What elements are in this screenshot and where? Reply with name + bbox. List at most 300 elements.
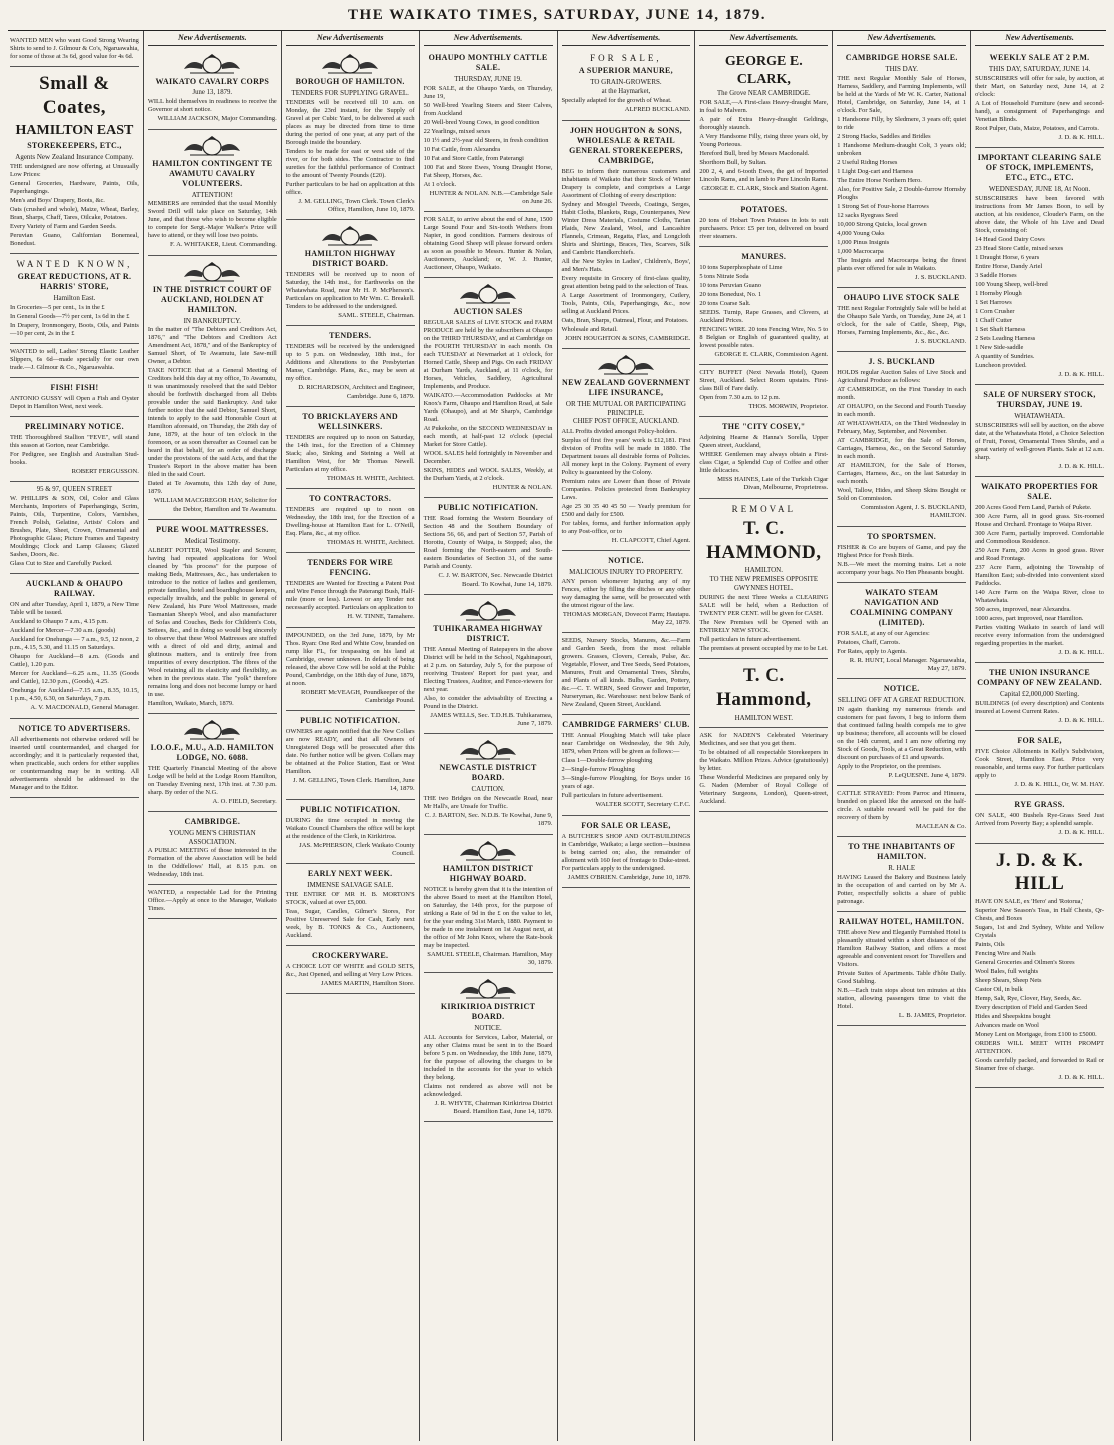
ad-body-text: AT CAMBRIDGE, on the First Tuesday in each month. [837, 386, 967, 402]
ad-body-text: Glass Cut to Size and Carefully Packed. [10, 560, 113, 568]
ad-body-text: 200 Acres Good Fern Land, Parish of Pukete. [975, 503, 1092, 511]
ad-body-text: IMPOUNDED, on the 3rd June, 1879, by Mr Thos. Ryan: One Red and White Cow, branded on rump like FL, for trespassing on his land at Cambridge, owner unknown. In default of being released, the above Cow will be sold at the Public Pound, Cambridge, on the 18th day of June, 1879, at noon. [285, 631, 415, 687]
ad-body-text: 1 Hornsby Plough [975, 289, 1022, 297]
ad-body-text: Claims not rendered as above will not be acknowledged. [423, 1082, 553, 1098]
ad-subtitle: THIS DAY, SATURDAY, JUNE 14. [988, 65, 1091, 73]
ad-body-text: HAVE ON SALE, ex 'Hero' and 'Rotorua,' [975, 898, 1084, 906]
advertisement [975, 731, 1104, 795]
ad-body-text: 2 Sets Leading Harness [975, 334, 1036, 342]
column-heading: New Advertisements [286, 33, 415, 46]
advertisement [424, 835, 553, 973]
ad-title: CROCKERYWARE. [312, 950, 389, 960]
ad-body-text: Money Lent on Mortgage, from £100 to £5000. [975, 1031, 1097, 1039]
ad-body-text: Also, for Positive Sale, 2 Double-furrow Hornsby Ploughs [837, 185, 967, 201]
ad-title: PUBLIC NOTIFICATION. [438, 503, 539, 513]
ad-body-text: Potatoes, Chaff, Carrots. [837, 638, 901, 646]
ad-signature: ROBERT FERGUSSON. [71, 467, 139, 475]
ad-body-text: All advertisements not otherwise ordered will be inserted until countermanded, and charged for accordingly; and it is particularly requested that, when practicable, such orders for either supplies or countermanding may be in writing. All advertisements should be addressed to the Manager and to the Editor. [10, 735, 139, 791]
ad-body-text: Castor Oil, in bulk [975, 986, 1023, 994]
ad-title: THE UNION INSURANCE COMPANY OF NEW ZEALAND. [977, 668, 1102, 688]
advertisement [975, 385, 1104, 477]
ad-body-text: Peruvian Guano, Californian Bonemeal, Bonedust. [10, 231, 139, 247]
ad-body-text: 100 Young Sheep, well-bred [975, 280, 1048, 288]
advertisement [10, 254, 139, 344]
advertisement [562, 48, 691, 121]
ad-subtitle: THURSDAY, JUNE 19. [454, 75, 522, 83]
ad-subtitle: Capital £2,000,000 Sterling. [999, 690, 1080, 699]
ad-body-text: TENDERS will be received by the undersigned up to 5 p.m. on Wednesday, 18th inst., for Additions and Alterations to the Presbyterian Manse, Cambridge. Plans, &c., may be seen at my office. [285, 343, 415, 383]
advertisement [562, 633, 691, 715]
ad-body-text: TENDERS are Wanted for Erecting a Patent Post and Wire Fence through the Paterangi Bush, Half-mile (more or less). Lowest or any Tender not necessarily accepted. Particulars on application to [285, 580, 415, 612]
ad-title: HAMILTON DISTRICT HIGHWAY BOARD. [442, 863, 534, 883]
advertisement [837, 679, 966, 786]
advertisement [148, 130, 277, 256]
ad-body-text: FOR SALE,—A First-class Heavy-draught Mare, in foal to Malvern. [699, 99, 829, 115]
ad-body-text: 1 Chaff Cutter [975, 316, 1012, 324]
ad-body-text: Entire Horse, Dandy Ariel [975, 262, 1043, 270]
ad-body-text: SEEDS, Nursery Stocks, Manures, &c.—Farm and Garden Seeds, from the most reliable growers. Grasses, Clovers, Cereals, Pulse, &c. Vegetable, Flower, and Tree Seeds, Seed Potatoes, Manures, Fruit and Ornamental Trees, Shrubs, and Plants of all kinds. Bulbs, Garden, Pottery, &c.—C. T. WERN, Seed Grower and Importer, Nurseryman, &c. Warehouse: next below Bank of New Zealand, Queen Street, Auckland. [561, 637, 691, 709]
advertisement [148, 885, 277, 919]
ad-subtitle: SELLING OFF AT A GREAT REDUCTION. [837, 696, 966, 705]
ad-title: PUBLIC NOTIFICATION. [300, 716, 401, 726]
ad-body-text: ANTONIO GUSSY will Open a Fish and Oyster Depot in Hamilton West, next week. [10, 394, 139, 410]
ad-subtitle: IN BANKRUPTCY. [183, 316, 242, 325]
advertisement [837, 48, 966, 288]
ad-title: HAMILTON CONTINGENT TE AWAMUTU CAVALRY VOLUNTEERS. [152, 158, 273, 188]
ad-body-text: Tenders to be made for east or west side of the river, or for both sides. The Contractor to find sureties for the faithful performance of Contract to the amount of Twenty Pounds (£20). [285, 147, 415, 179]
ad-body-text: THE next Regular Fortnightly Sale will be held at the Ohaupo Sale Yards, on Tuesday, June 24, at 1 o'clock, for the sale of Cattle, Sheep, Pigs, Horses, Farming Implements, &c., &c., &c. [837, 304, 967, 336]
advertisement [699, 659, 828, 728]
ad-signature: THOS. MORWIN, Proprietor. [748, 402, 829, 410]
ad-body-text: Paints, Oils [975, 941, 1005, 949]
royal-crest-icon [456, 739, 520, 761]
ad-body-text: 20 tons of Hobart Town Potatoes in lots to suit purchasers. Price: £5 per ton, delivered on board river steamers. [699, 216, 829, 240]
advertisement [975, 844, 1104, 1089]
ad-body-text: 140 Acre Farm on the Waipa River, close to Whatawhata. [975, 588, 1104, 604]
ad-signature: JAMES MARTIN, Hamilton Store. [321, 979, 415, 987]
ad-body-text: Hereford Bull, bred by Messrs Macdonald. [699, 150, 810, 158]
advertisement [699, 728, 828, 812]
ad-body-text: 1 New Side-saddle [975, 343, 1024, 351]
ad-body-text: 2 Useful Riding Horses [837, 158, 898, 166]
ad-body-text: HAVING Leased the Bakery and Business lately in the occupation of and carried on by Mr A. Potter, respectfully solicits a share of public patronage. [837, 874, 967, 906]
advertisement [699, 247, 828, 365]
ad-subtitle: NOTICE. [474, 1024, 502, 1033]
ad-title: J. S. BUCKLAND [868, 357, 935, 367]
advertisement [286, 628, 415, 711]
ad-body-text: 1 Corn Crusher [975, 307, 1015, 315]
ad-title: CAMBRIDGE FARMERS' CLUB. [562, 720, 690, 730]
ad-signature: SAML. STEELE, Chairman. [338, 312, 415, 320]
ad-body-text: TENDERS are required up to noon on Saturday, the 14th inst., for the Erection of a Chimney Stack; also, Sinking and Steining a Well at Hamilton West, for Mr Thomas Newell. Particulars at my office. [285, 433, 415, 473]
ad-body-text: Wholesale and Retail. [561, 325, 618, 333]
ad-body-text: FOR SALE, at the Ohaupo Yards, on Thursday, June 19, [423, 84, 553, 100]
ad-body-text: BEG to inform their numerous customers and inhabitants of Waikato that their Stock of Winter Drapery is complete, and comprises a Large Assortment of Clothing of every description: [561, 167, 691, 199]
ad-signature: C. J. BARTON, Sec. N.D.B. Te Kowhai, June 9, 1879. [424, 812, 553, 828]
ad-body-text: Men's and Boys' Drapery, Boots, &c. [10, 196, 105, 204]
ad-body-text: TENDERS are required up to noon on Wednesday, the 18th inst, for the Erection of a Dwelling-house at Hamilton East for L. O'Neill, Esq. Plans, &c., at my office. [285, 506, 415, 538]
ad-signature: J. D. & K. HILL. [1058, 716, 1104, 724]
advertisement [837, 352, 966, 526]
ad-body-text: THE Thoroughbred Stallion "FEVE", will stand this season at Gorton, near Cambridge. [10, 433, 139, 449]
ad-body-text: THE above New and Elegantly Furnished Hotel is pleasantly situated within a short distance of the Hamilton Railway Station, and offers a most agreeable and convenient resort for Travellers and Visitors. [837, 929, 967, 969]
advertisement [975, 48, 1104, 148]
ad-subtitle: TO GRAIN-GROWERS. [590, 78, 662, 87]
ad-body-text: W. PHILLIPS & SON, Oil, Color and Glass Merchants, Importers of Paperhangings, Scrim, Paints, Oils, Turpentine, Colors, Varnishes, French Polish, Gelatine, Artists' Colors and Brushes, Plate, Sheet, Crown, Ornamental and Photographic Glass; Picture Frames and Tapestry Mouldings; Clock and Lamp Glasses; Glazed Sashes, Doors, &c. [10, 495, 139, 559]
column-heading: New Advertisements. [975, 33, 1104, 46]
ad-title: GREAT REDUCTIONS, AT R. HARRIS' STORE, [17, 272, 132, 291]
ad-body-text: WANTED to sell, Ladies' Strong Elastic Leather Slippers, 6s 6d—made specially for our own trade.—J. Gilmour & Co., Ngaruawahia. [10, 347, 139, 371]
ad-body-text: Ohaupo for Auckland—8 a.m. (Goods and Cattle), 1.20 p.m. [10, 653, 139, 669]
ad-body-text: General Groceries, Hardware, Paints, Oils, Paperhangings. [10, 179, 139, 195]
royal-crest-icon [456, 600, 520, 622]
ad-body-text: Advances made on Wool [975, 1022, 1039, 1030]
ad-body-text: ALL Accounts for Services, Labor, Material, or any other Claims must be sent in to the Board before 5 p.m. on Wednesday, the 18th June, 1879, for the purpose of allowing the charges to be included in the accounts for the year to which they belong. [423, 1033, 553, 1081]
advertisement [699, 200, 828, 247]
ad-body-text: In General Goods—7½ per cent, 1s 6d in the £ [10, 312, 130, 320]
ad-signature: HUNTER & NOLAN. [492, 484, 553, 492]
ad-body-text: At Pukekohe, on the SECOND WEDNESDAY in each month, at half-past 12 o'clock (special Market for Store Cattle). [423, 425, 553, 449]
ad-signature: WILLIAM JACKSON, Major Commanding. [157, 115, 277, 123]
advertisement [286, 553, 415, 627]
ad-body-text: 1,000 Pinus Insignis [837, 238, 890, 246]
ad-body-text: 1 Light Dog-cart and Harness [837, 167, 914, 175]
advertisement [424, 595, 553, 734]
ad-body-text: Also, to consider the advisability of Erecting a Pound in the District. [423, 694, 553, 710]
ad-body-text: 1,000 Macrocarpa [837, 247, 884, 255]
ad-signature: P. LeQUESNE. June 4, 1879. [888, 771, 967, 779]
ad-body-text: CITY BUFFET (Next Nevada Hotel), Queen Street, Auckland. Select Room upstairs. First-class Bill of Fare daily. [699, 368, 829, 392]
ad-signature: ALFRED BUCKLAND. [624, 106, 691, 114]
ad-title: IMPORTANT CLEARING SALE OF STOCK, IMPLEMENTS, ETC., ETC., ETC. [977, 152, 1102, 182]
ad-body-text: SKINS, HIDES and WOOL SALES, Weekly, at the Durham Yards, at 2 o'clock. [423, 467, 553, 483]
ad-title: PRELIMINARY NOTICE. [24, 421, 124, 431]
ad-body-text: 3 Saddle Horses [975, 271, 1017, 279]
ad-signature: D. RICHARDSON, Architect and Engineer, Cambridge. June 6, 1879. [298, 384, 415, 400]
ad-body-text: 3—Single-furrow Ploughing, for Boys under 16 years of age. [561, 775, 691, 791]
ad-body-text: THE undersigned are now offering, at Unusually Low Prices: [10, 162, 139, 178]
advertisement [699, 417, 828, 498]
ad-signature: WILLIAM MACGREGOR HAY, Solicitor for the Debtor, Hamilton and Te Awamutu. [153, 497, 277, 513]
ad-body-text: Fencing Wire and Nails [975, 950, 1036, 958]
ad-body-text: 50 Well-bred Yearling Steers and Steer Calves, from Auckland [423, 101, 553, 117]
ad-body-text: HOLDS regular Auction Sales of Live Stock and Agricultural Produce as follows: [837, 369, 967, 385]
ad-signature: J. D. & K. HILL. [1058, 133, 1104, 141]
ad-body-text: Sydney and Mosgiel Tweeds, Coatings, Serges, Habit Cloths, Blankets, Rugs, Counterpanes, New Winter Dress Materials, Costume Cloths, Tartan Plaids, New Zealand, Wool, and Lancashire Flannels, Crimean, Regatta, Flax, and Longcloth Shirts and Shirtings, Braces, Ties, Scarves, Silk and Cambric Handkerchiefs. [561, 200, 691, 256]
ad-small-line: TO THE NEW PREMISES OPPOSITE GWYNNES HOTEL. [709, 576, 818, 592]
ad-body-text: AT HAMILTON, for the Sale of Horses, Carriages, Harness, &c., on the last Saturday in each month. [837, 462, 967, 486]
ad-body-text: In the matter of "The Debtors and Creditors Act, 1876," and "The Debtors and Creditors Act Amendment Act, 1878," and of the Bankruptcy of Samuel Short, of Te Awamutu, late Saw-mill Owner, a Debtor. [147, 326, 277, 366]
royal-crest-icon [318, 53, 382, 75]
ad-body-text: Class 1—Double-furrow ploughing [561, 757, 653, 765]
ad-subtitle: YOUNG MEN'S CHRISTIAN ASSOCIATION. [168, 828, 256, 846]
newspaper-column [558, 31, 696, 1441]
ad-title: OHAUPO LIVE STOCK SALE [843, 292, 960, 302]
ad-body-text: Private Suites of Apartments. Table d'hôte Daily. Good Stabling. [837, 970, 967, 986]
advertisement [286, 946, 415, 994]
ad-body-text: WILL hold themselves in readiness to receive the Governor at short notice. [147, 98, 277, 114]
advertisement [975, 795, 1104, 843]
ad-subtitle: Hamilton East. [53, 294, 96, 302]
ad-title: FOR SALE, [1017, 736, 1062, 746]
ad-body-text: 1 Draught Horse, 6 years [975, 253, 1040, 261]
ad-body-text: Goods carefully packed, and forwarded to Rail or Steamer free of charge. [975, 1057, 1104, 1073]
ad-body-text: Specially adapted for the growth of Wheat. [561, 97, 672, 105]
advertisement [286, 489, 415, 553]
ad-title: TUHIKARAMEA HIGHWAY DISTRICT. [433, 623, 543, 643]
ad-signature: J. D. & K. HILL, Or, W. M. HAY. [1014, 781, 1104, 789]
advertisement [286, 220, 415, 326]
advertisement [562, 349, 691, 551]
advertisement [286, 711, 415, 799]
advertisement [148, 714, 277, 812]
ad-signature: J. M. GELLING, Town Clerk. Hamilton, June 14, 1879. [293, 777, 415, 793]
ad-body-text: THE ENTIRE OF MR H. B. MORTON'S STOCK, valued at over £5,000. [285, 890, 415, 906]
ad-title: AUCKLAND & OHAUPO RAILWAY. [25, 579, 123, 599]
ad-large-heading: HAMILTON EAST [15, 122, 134, 138]
ad-body-text: All the New Styles in Ladies', Children's, Boys', and Men's Hats. [561, 257, 691, 273]
ad-body-text: 20 tons Bonedust, No. 1 [699, 290, 762, 298]
ad-title: NEW ZEALAND GOVERNMENT LIFE INSURANCE, [562, 377, 690, 397]
ad-title: NOTICE. [883, 684, 920, 694]
ad-body-text: THE Quarterly Financial Meeting of the above Lodge will be held at the Lodge Room Hamilton, on Tuesday Evening next, 17th inst. at 7.30 p.m. sharp. By order of the N.G. [147, 764, 277, 796]
ad-body-text: N.B.—Each train stops about ten minutes at this station, allowing passengers time to visit the Hotel. [837, 987, 967, 1011]
advertisement [10, 67, 139, 254]
ad-body-text: FOR SALE, to arrive about the end of June, 1500 Large Sound Four and Six-tooth Wethers from Napier, in good condition. Farmers desirous of obtaining Good Sheep will please forward orders as soon as possible to Messrs. Hunter & Nolan, Auctioneers, Auckland; or, W. J. Hunter, Auctioneer, Ohaupo, Waikato. [423, 216, 553, 272]
ad-body-text: THE next Regular Monthly Sale of Horses, Harness, Saddlery, and Farming Implements, will be held at the Yards of Mr W. K. Carter, National Hotel, Cambridge, on Saturday, June 14, at 1 o'clock. For Sale, [837, 74, 967, 114]
ad-title: A SUPERIOR MANURE, [578, 66, 673, 76]
ad-body-text: AT OHAUPO, on the Second and Fourth Tuesday in each month. [837, 403, 967, 419]
ad-body-text: Full particulars in future advertisement. [561, 792, 663, 800]
ad-signature: JAMES O'BRIEN. Cambridge, June 10, 1879. [567, 873, 691, 881]
advertisement [837, 912, 966, 1026]
ad-body-text: IN again thanking my numerous friends and customers for past favors, I beg to inform them that continued failing health compels me to give up business; therefore, all accounts will be closed on the 14th current, and I am now offering my Stock of Goods, Tools, at a Great Reduction, with discount on purchases of £1 and upwards. [837, 705, 967, 761]
advertisement [424, 212, 553, 278]
ad-signature: THOMAS H. WHITE, Architect. [326, 539, 415, 547]
ad-body-text: Oats, Bran, Sharps, Oatmeal, Flour, and Potatoes. [561, 316, 689, 324]
ad-body-text: OWNERS are again notified that the New Collars are now READY, and that all Owners of Unregistered Dogs will be prosecuted after this date. No further notice will be given. Collars may be obtained at the Police Station, East or West Hamilton. [285, 728, 415, 776]
ad-title: IN THE DISTRICT COURT OF AUCKLAND, HOLDEN AT HAMILTON. [152, 284, 272, 314]
ad-body-text: ON and after Tuesday, April 1, 1879, a New Time Table will be issued. [10, 601, 139, 617]
ad-signature: JOHN HOUGHTON & SONS, CAMBRIDGE. [564, 334, 691, 342]
ad-spaced-heading: FOR SALE, [590, 53, 662, 63]
ad-body-text: TAKE NOTICE that at a General Meeting of Creditors held this day at my office, To Awamutu, it was unanimously resolved that the said Debtor should be forthwith discharged from all Debts provable under the said Bankruptcy. And take further notice that the said Debtor, Samuel Short, intends to apply to the said Honorable Court at Hamilton aforesaid, on Thursday, the 26th day of June, 1879, at the hour of ten o'clock in the forenoon, or as soon thereafter as Counsel can be heard in that behalf, for an order of discharge under the provisions of the said Acts, and that the Trustee's Report in the above matter has been filed in the said Court. [147, 367, 277, 479]
advertisement [10, 417, 139, 482]
ad-title: NEWCASTLE DISTRICT BOARD. [439, 763, 537, 783]
ad-signature: J. D. & K. HILL. [1058, 1074, 1104, 1082]
newspaper-column [420, 31, 558, 1441]
ad-signature: Commission Agent, J. S. BUCKLAND, HAMILTON. [860, 504, 967, 520]
royal-crest-icon [594, 354, 658, 376]
ad-signature: WALTER SCOTT, Secretary C.F.C. [595, 801, 691, 809]
ad-signature: JAMES WELLS, Sec. T.D.H.B. Tuhikaramea, June 7, 1879. [430, 711, 553, 728]
ad-signature: A. O. FIELD, Secretary. [212, 797, 277, 805]
advertisement [699, 499, 828, 659]
ad-title: KIRIKIRIOA DISTRICT BOARD. [440, 1002, 536, 1022]
advertisement [148, 256, 277, 520]
advertisement [837, 786, 966, 837]
ad-body-text: 1 Strong Set of Four-horse Harrows [837, 202, 929, 210]
ad-body-text: 500 acres, improved, near Alexandra. [975, 605, 1071, 613]
ad-body-text: FOR SALE, at any of our Agencies: [837, 629, 930, 637]
ad-body-text: The premises at present occupied by me to be Let. [699, 645, 828, 653]
advertisement [562, 715, 691, 815]
ad-body-text: Further particulars to be had on application at this office. [285, 180, 415, 196]
ad-subtitle: TENDERS FOR SUPPLYING GRAVEL. [291, 89, 409, 97]
ad-subtitle: Medical Testimony. [184, 536, 240, 545]
ad-body-text: THE Road forming the Western Boundary of Section 48 and the Southern Boundary of Sections 56, 66, and part of Section 57, Parish of Horotiu, County of Waipa, is Stopped; also, the Road forming the North-eastern and South-eastern Boundaries of Section 31, of the same Parish and County. [423, 515, 553, 571]
advertisement [562, 121, 691, 349]
ad-body-text: 1 Set Harrows [975, 298, 1012, 306]
ad-body-text: A BUTCHER'S SHOP AND OUT-BUILDINGS in Cambridge, Waikato; a large section—business is being carried on; also, the remainder of allotment with 160 feet of frontage to Duke-street. For particulars apply to the undersigned. [561, 832, 691, 872]
ad-body-text: A Large Assortment of Ironmongery, Cutlery, Tools, Paints, Oils, Paperhangings, &c., now selling at Auckland Prices. [561, 291, 691, 315]
newspaper-column [833, 31, 971, 1441]
ad-body-text: 10 tons Peruvian Guano [699, 281, 761, 289]
ad-body-text: A CHOICE LOT OF WHITE and GOLD SETS, &c., Just Opened, and selling at Very Low Prices. [285, 962, 415, 978]
advertisement [837, 288, 966, 352]
ad-body-text: Sugars, 1st and 2nd Sydney, White and Yellow Crystals [975, 924, 1104, 940]
ad-body-text: 10 tons Superphosphate of Lime [699, 263, 783, 271]
ad-title: WEEKLY SALE AT 2 P.M. [989, 53, 1090, 62]
ad-small-line: 95 & 97, QUEEN STREET [36, 485, 113, 493]
ad-body-text: 14 Head Good Dairy Cows [975, 235, 1045, 243]
ad-display-name: T. C. Hammond, [716, 665, 812, 710]
ad-small-line: June 13, 1879. [192, 89, 233, 96]
ad-body-text: 22 Yearlings, mixed sexes [423, 127, 491, 135]
ad-body-text: N.B.—We meet the morning trains. Let a note accompany your bags. No Hen Pheasants bought. [837, 560, 967, 576]
ad-signature: J. D. & K. HILL. [1058, 462, 1104, 470]
ad-body-text: THE two Bridges on the Newcastle Road, near Mr Hall's, are Unsafe for Traffic. [423, 795, 553, 811]
ad-signature: GEORGE E. CLARK, Stock and Station Agent. [701, 185, 829, 193]
ad-body-text: The Entire Horse Northern Hero. [837, 176, 922, 184]
ad-body-text: WANTED, a respectable Lad for the Printing Office.—Apply at once to the Manager, Waikato Times. [147, 889, 277, 913]
ad-body-text: These Wonderful Medicines are prepared only by G. Naden (Member of Royal College of Veterinary Surgeons, London), Queen-street, Auckland. [699, 774, 829, 806]
ad-title: TO SPORTSMEN. [867, 531, 937, 541]
ad-small-line: at the Haymarket, [601, 88, 651, 95]
ad-body-text: 300 Acre Farm, partially improved. Comfortable and Commodious Residence. [975, 529, 1104, 545]
advertisement [148, 48, 277, 130]
ad-signature: R. R. HUNT, Local Manager. Ngaruawahia, May 27, 1879. [849, 656, 967, 672]
ad-title: PUBLIC NOTIFICATION. [300, 804, 401, 814]
ad-title: FISH! FISH! [50, 382, 99, 392]
ad-body-text: 100 Fat and Store Ewes, Young Draught Horse, Fat Sheep, Horses, &c. [423, 163, 553, 179]
advertisement [975, 477, 1104, 663]
advertisement [286, 864, 415, 946]
ad-title: WAIKATO STEAM NAVIGATION AND COALMINING COMPANY (LIMITED). [850, 587, 954, 627]
ad-small-line: The Grove NEAR CAMBRIDGE. [716, 90, 811, 97]
ad-body-text: Hides and Sheepskins bought [975, 1013, 1051, 1021]
royal-crest-icon [318, 225, 382, 247]
advertisement [837, 837, 966, 912]
advertisement [10, 719, 139, 798]
ad-body-text: FISHER & Co are buyers of Game, and pay the Highest Price for Fresh Birds. [837, 543, 967, 559]
newspaper-column [144, 31, 282, 1441]
ad-body-text: Every Variety of Farm and Garden Seeds. [10, 222, 117, 230]
ad-body-text: AT CAMBRIDGE, for the Sale of Horses, Carriages, Harness, &c., on the Second Saturday in each month. [837, 437, 967, 461]
ad-body-text: 10 1½ and 2½-year old Steers, in fresh condition [423, 136, 549, 144]
advertisement [286, 800, 415, 864]
ad-body-text: Root Pulper, Oats, Maize, Potatoes, and Carrots. [975, 124, 1099, 132]
ad-body-text: Adjoining Hearne & Hanna's Sorella, Upper Queen street, Auckland, [699, 434, 829, 450]
advertisement [975, 148, 1104, 385]
ad-body-text: Teas, Sugar, Candles, Gilmer's Stores, For Positive Unreserved Sale for Cash, Early next week, by B. TONKS & Co., Auctioneers, Auckland. [285, 907, 415, 939]
advertisement [837, 583, 966, 679]
ad-body-text: 10 Fat and Store Cattle, from Paterangi [423, 154, 524, 162]
advertisement [148, 812, 277, 886]
ad-body-text: Parties visiting Waikato in search of land will receive every information from the undersigned regarding properties in the market. [975, 623, 1104, 647]
column-heading: New Advertisements. [148, 33, 277, 46]
ad-body-text: ASK for NADEN'S Celebrated Veterinary Medicines, and see that you get them. [699, 732, 829, 748]
ad-subtitle: HAMILTON. [744, 566, 783, 575]
ad-body-text: 237 Acre Farm, adjoining the Township of Hamilton East; sub-divided into convenient sized Paddocks. [975, 563, 1104, 587]
ad-body-text: To be obtained of all respectable Storekeepers in the Waikato. Million Prizes. Advice (gratuitously) by letter. [699, 749, 829, 773]
royal-crest-icon [456, 283, 520, 305]
ad-title: EARLY NEXT WEEK. [307, 869, 393, 879]
ad-signature: THOMAS H. WHITE, Architect. [326, 474, 415, 482]
ad-body-text: MEMBERS are reminded that the usual Monthly Sword Drill will take place on Saturday, 14th June, and that those who wish to become eligible to compete for Sergt.-Major Walker's Prize will have to attend, or they will lose two points. [147, 200, 277, 240]
ad-title: TO THE INHABITANTS OF HAMILTON. [848, 842, 956, 862]
ad-body-text: THE Annual Ploughing Match will take place near Cambridge on Wednesday, the 9th July, 1879, when Prizes will be given as follows:— [561, 732, 691, 756]
ad-body-text: Apply to the Proprietor, on the premises. [837, 762, 942, 770]
royal-crest-icon [456, 840, 520, 862]
ad-body-text: Wool, Tallow, Hides, and Sheep Skins Bought or Sold on Commission. [837, 487, 967, 503]
ad-body-text: SUBSCRIBERS will offer for sale, by auction, at their Mart, on Saturday next, June 14, at 2 o'clock: [975, 74, 1104, 98]
ad-title: CAMBRIDGE. [184, 816, 241, 826]
column-heading: New Advertisements. [699, 33, 828, 46]
ad-signature: MISS HAINES, Late of the Turkish Cigar Divan, Melbourne, Proprietress. [717, 476, 829, 492]
ad-body-text: 1 Handsome Filly, by Sledmere, 3 years off; quiet to ride [837, 115, 967, 131]
newspaper-column [695, 31, 833, 1441]
ad-body-text: 1 Handsome Medium-draught Colt, 3 years old; unbroken [837, 141, 967, 157]
ad-title: TENDERS FOR WIRE FENCING. [307, 558, 393, 578]
ad-signature: ROBERT McVEAGH, Poundkeeper of the Cambridge Pound. [301, 688, 415, 704]
ad-body-text: 4,000 Young Oaks [837, 229, 885, 237]
ad-subtitle: WHATAWHATA. [1014, 411, 1065, 420]
ad-body-text: WOOL SALES held fortnightly in November and December. [423, 450, 553, 466]
advertisement [286, 326, 415, 406]
columns [6, 31, 1108, 1441]
ad-body-text: Onehunga for Auckland—7.15 a.m., 8.35, 10.15, 1 p.m., 4.50, 6.30, on Saturdays, 7 p.m. [10, 687, 139, 703]
ad-body-text: Full particulars in future advertisement. [699, 636, 801, 644]
ad-subtitle: THIS DAY. [885, 65, 919, 73]
ad-signature: J. D. & K. HILL. [1058, 648, 1104, 656]
ad-body-text: Auckland for Onehunga — 7 a.m., 9.5, 12 noon, 2 p.m., 4.15, 5.30, and 11.15 on Saturdays. [10, 636, 139, 652]
ad-body-text: General Groceries and Oilmen's Stores [975, 959, 1075, 967]
advertisement [10, 482, 139, 574]
ad-signature: H. W. TINNE, Tamahere. [347, 613, 415, 621]
ad-signature: J. R. WHYTE, Chairman Kirikiriroa District Board. Hamilton East, June 14, 1879. [434, 1099, 553, 1116]
ad-title: RAILWAY HOTEL, HAMILTON. [839, 917, 965, 927]
ad-body-text: Oats (crushed and whole), Maize, Wheat, Barley, Bran, Sharps, Chaff, Tares, Oilcake, Potatoes. [10, 205, 139, 221]
ad-body-text: 1 Set Shaft Harness [975, 325, 1026, 333]
ad-body-text: Wool Bales, full weights [975, 968, 1039, 976]
ad-body-text: SEEDS. Turnip, Rape Grasses, and Clovers, at Auckland Prices. [699, 308, 829, 324]
ad-body-text: REGULAR SALES of LIVE STOCK and FARM PRODUCE are held by the subscribers at Ohaupo on the THIRD THURSDAY, and at Cambridge on the FOURTH THURSDAY in each month. On each TUESDAY at Newmarket at 1 o'clock, for Horned Cattle, Sheep and Pigs. On each FRIDAY at Durham Yards, Auckland, at 11 o'clock, for Horses, Vehicles, Saddlery, Agricultural Implements, and Produce. [423, 319, 553, 391]
ad-title: HAMILTON HIGHWAY DISTRICT BOARD. [304, 249, 396, 269]
ad-body-text: In Drapery, Ironmongery, Boots, Oils, and Paints—10 per cent, 2s in the £ [10, 321, 139, 337]
ad-body-text: At 1 o'clock. [423, 180, 457, 188]
column-heading: New Advertisements. [837, 33, 966, 46]
ad-body-text: A pair of Extra Heavy-draught Geldings, thoroughly staunch. [699, 116, 829, 132]
ad-body-text: Superior New Season's Teas, in Half Chests, Qr-Chests, and Boxes [975, 907, 1104, 923]
newspaper-column [282, 31, 420, 1441]
ad-body-text: 10 Fat Cattle, from Alexandra [423, 145, 501, 153]
ad-body-text: Auckland for Mercer—7.30 a.m. (goods) [10, 627, 116, 635]
advertisement [10, 574, 139, 718]
ad-body-text: For Pedigree, see English and Australian Stud-books. [10, 450, 139, 466]
ad-signature: J. S. BUCKLAND. [915, 337, 967, 345]
ad-body-text: 5 tons Nitrate Soda [699, 272, 749, 280]
